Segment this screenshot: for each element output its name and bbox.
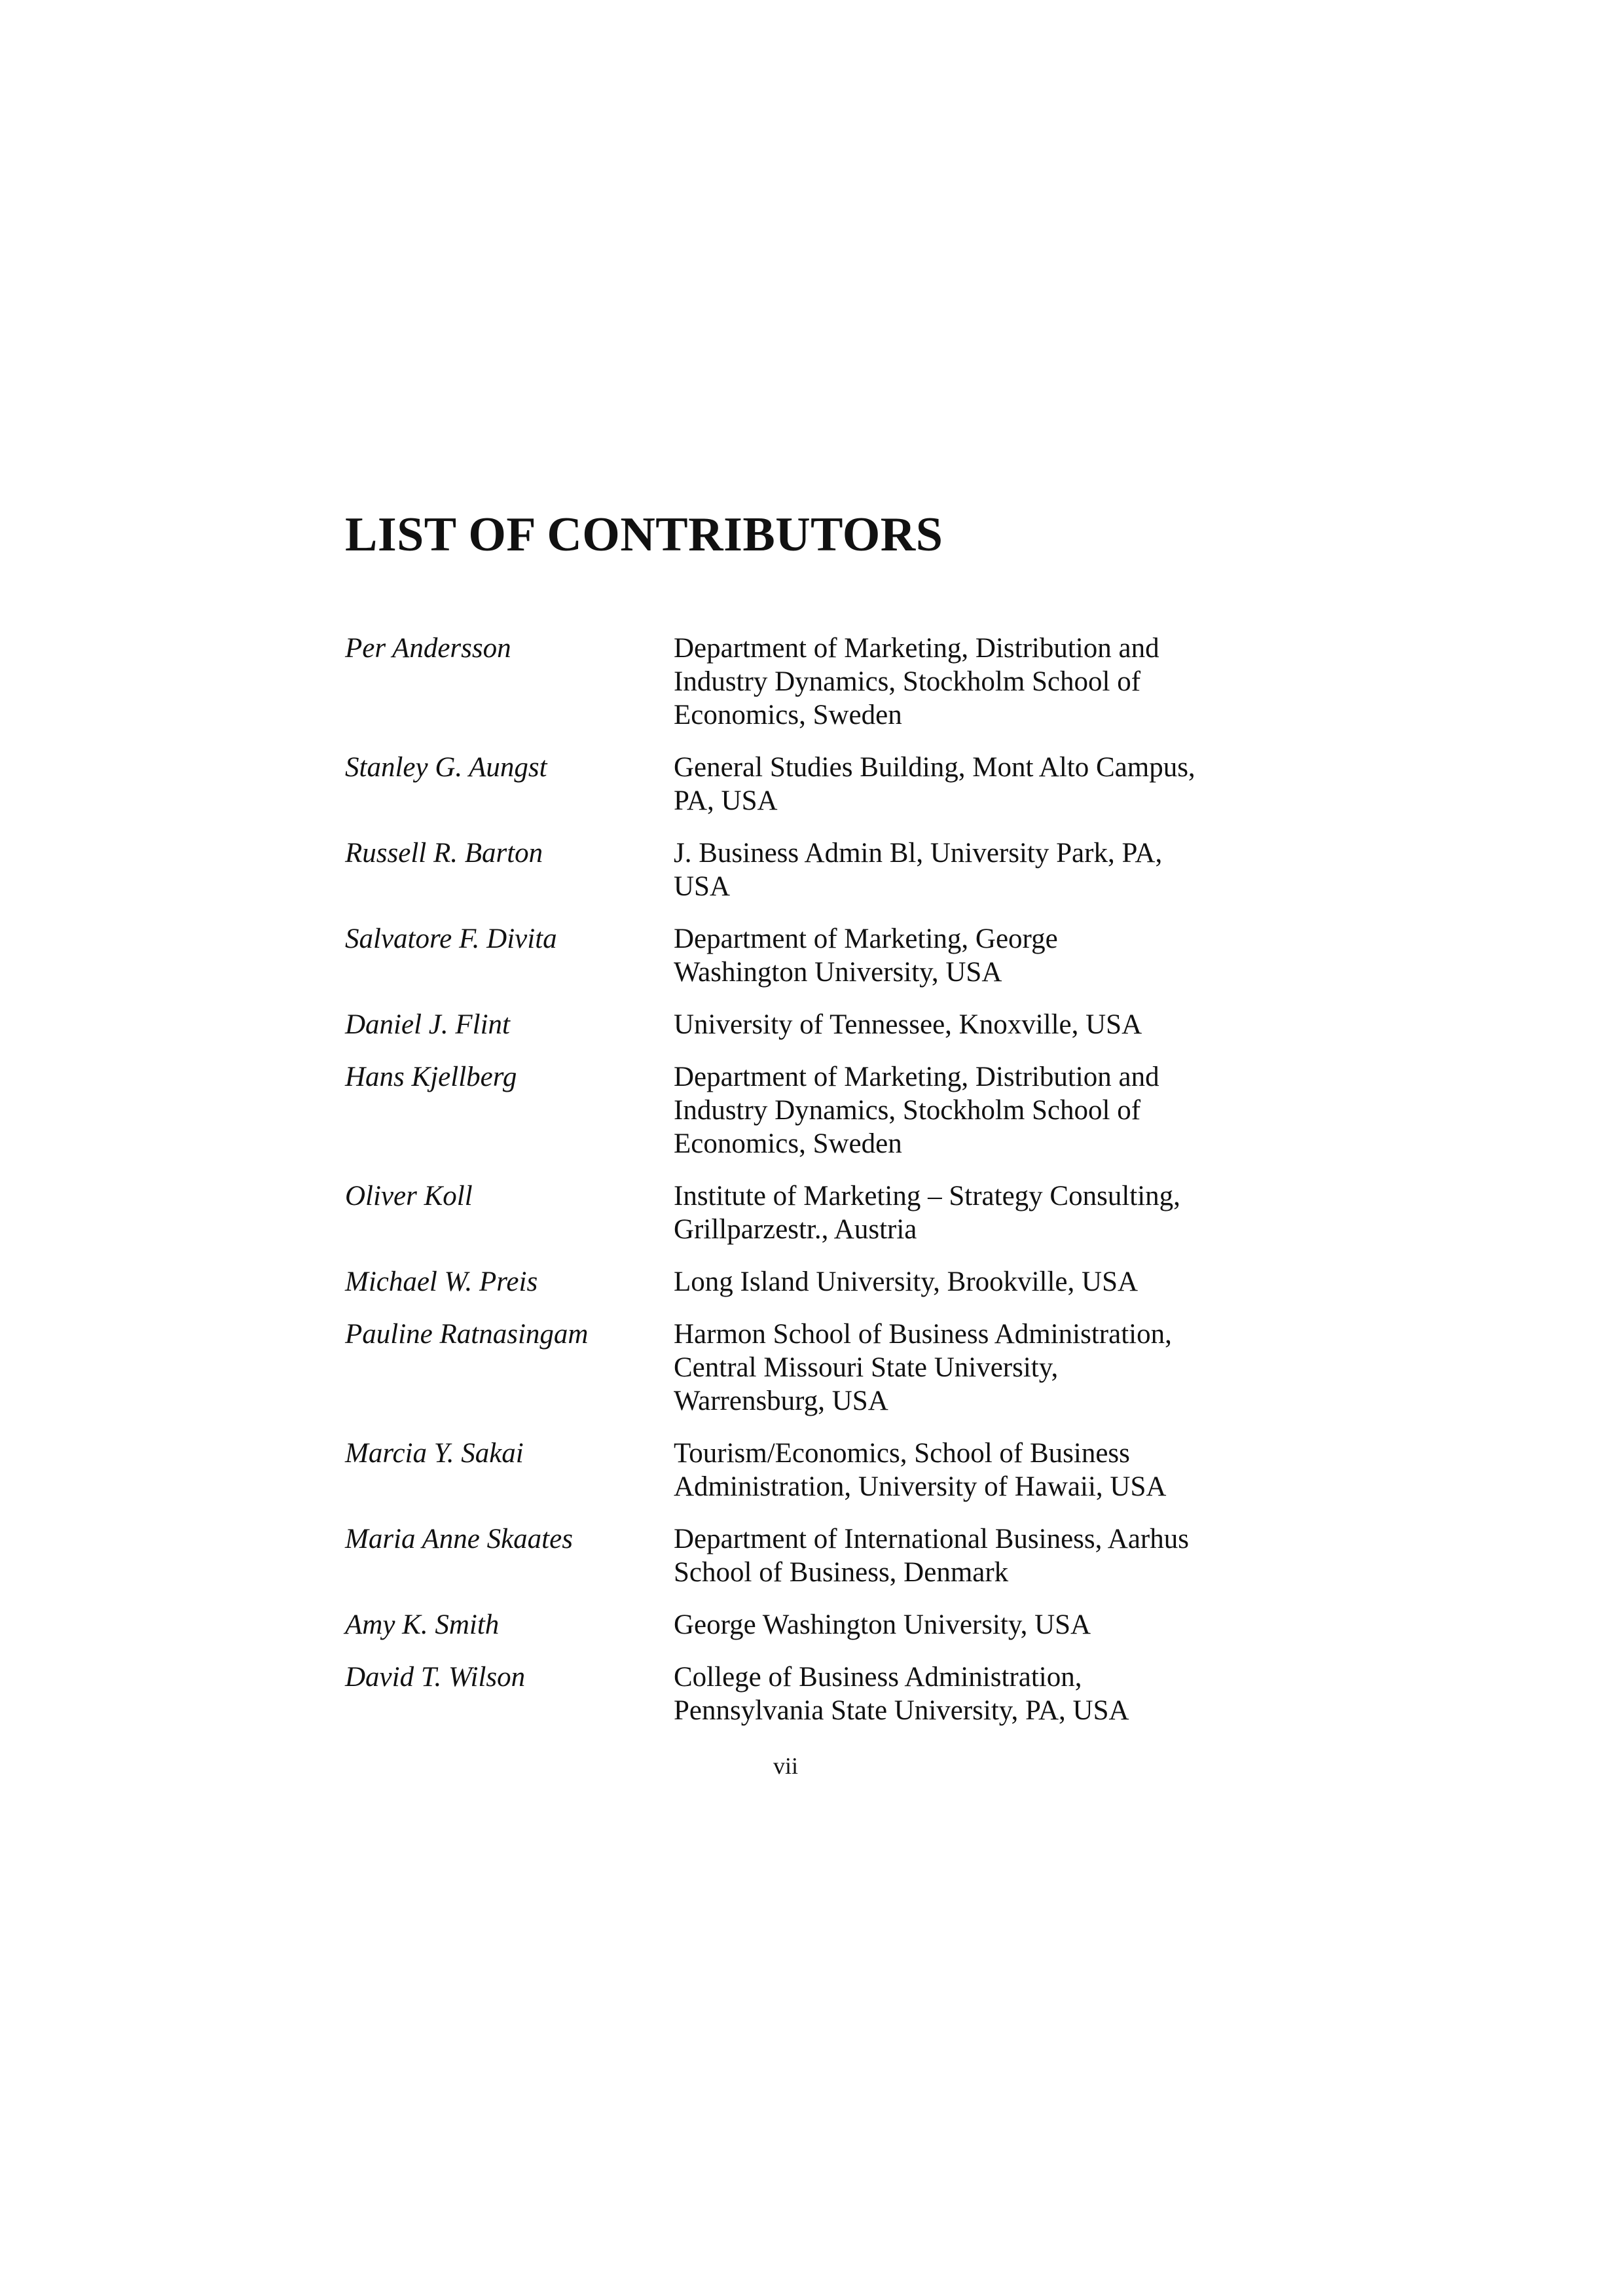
contributor-name: Michael W. Preis [345, 1266, 538, 1297]
affiliation-line: Washington University, USA [674, 957, 1002, 988]
contributor-name: Amy K. Smith [345, 1609, 500, 1640]
affiliation-line: School of Business, Denmark [674, 1557, 1009, 1588]
affiliation-line: Department of Marketing, Distribution and [674, 633, 1159, 664]
contributor-row [345, 1660, 1281, 1727]
contributor-row [345, 1060, 1281, 1160]
contributor-affiliation [674, 1437, 1263, 1503]
contributor-row [345, 1265, 1281, 1299]
contributor-row [345, 1179, 1281, 1246]
contributor-row [345, 632, 1281, 732]
affiliation-line: General Studies Building, Mont Alto Campus, [674, 752, 1195, 783]
affiliation-line: Department of Marketing, George [674, 924, 1058, 954]
contributor-name: Hans Kjellberg [345, 1062, 517, 1092]
contributor-name: Maria Anne Skaates [345, 1524, 573, 1554]
affiliation-line: Central Missouri State University, [674, 1352, 1059, 1383]
contributor-row [345, 1608, 1281, 1641]
contributor-row [345, 1522, 1281, 1589]
affiliation-line: Department of International Business, Aarhus [674, 1524, 1189, 1554]
affiliation-line: Harmon School of Business Administration, [674, 1319, 1172, 1350]
affiliation-line: Industry Dynamics, Stockholm School of [674, 666, 1141, 697]
page-number: vii [773, 1753, 798, 1779]
contributor-name: Salvatore F. Divita [345, 924, 557, 954]
affiliation-line: George Washington University, USA [674, 1609, 1091, 1640]
contributor-affiliation [674, 922, 1263, 989]
contributor-name: Pauline Ratnasingam [345, 1319, 589, 1350]
contributor-row [345, 1437, 1281, 1503]
contributor-affiliation [674, 1608, 1263, 1641]
contributor-name: Stanley G. Aungst [345, 752, 547, 783]
affiliation-line: USA [674, 871, 731, 902]
page-title: LIST OF CONTRIBUTORS [345, 508, 943, 562]
contributor-name: Russell R. Barton [345, 838, 543, 869]
affiliation-line: Department of Marketing, Distribution and [674, 1062, 1159, 1092]
affiliation-line: Tourism/Economics, School of Business [674, 1438, 1130, 1469]
affiliation-line: Economics, Sweden [674, 1128, 902, 1159]
contributor-row [345, 922, 1281, 989]
contributor-row [345, 1318, 1281, 1418]
affiliation-line: Economics, Sweden [674, 700, 902, 730]
contributor-affiliation [674, 1660, 1263, 1727]
affiliation-line: J. Business Admin Bl, University Park, PA, [674, 838, 1163, 869]
contributor-affiliation [674, 1008, 1263, 1041]
contributor-affiliation [674, 632, 1263, 732]
contributor-name: David T. Wilson [345, 1662, 526, 1693]
contributor-name: Daniel J. Flint [345, 1009, 510, 1040]
affiliation-line: Institute of Marketing – Strategy Consulting, [674, 1181, 1180, 1211]
affiliation-line: Grillparzestr., Austria [674, 1214, 917, 1245]
affiliation-line: Warrensburg, USA [674, 1386, 888, 1416]
contributor-affiliation [674, 1318, 1263, 1418]
contributor-name: Marcia Y. Sakai [345, 1438, 524, 1469]
contributor-affiliation [674, 836, 1263, 903]
contributor-list [345, 632, 1281, 1746]
affiliation-line: Long Island University, Brookville, USA [674, 1266, 1139, 1297]
contributor-affiliation [674, 1060, 1263, 1160]
contributor-name: Per Andersson [345, 633, 511, 664]
contributor-row [345, 836, 1281, 903]
affiliation-line: College of Business Administration, [674, 1662, 1082, 1693]
contributor-affiliation [674, 751, 1263, 817]
contributor-row [345, 751, 1281, 817]
affiliation-line: Pennsylvania State University, PA, USA [674, 1695, 1129, 1726]
contributor-affiliation [674, 1522, 1263, 1589]
contributor-row [345, 1008, 1281, 1041]
contributor-affiliation [674, 1179, 1263, 1246]
affiliation-line: PA, USA [674, 785, 778, 816]
affiliation-line: Administration, University of Hawaii, USA [674, 1471, 1167, 1502]
affiliation-line: Industry Dynamics, Stockholm School of [674, 1095, 1141, 1126]
contributor-name: Oliver Koll [345, 1181, 473, 1211]
affiliation-line: University of Tennessee, Knoxville, USA [674, 1009, 1142, 1040]
contributor-affiliation [674, 1265, 1263, 1299]
